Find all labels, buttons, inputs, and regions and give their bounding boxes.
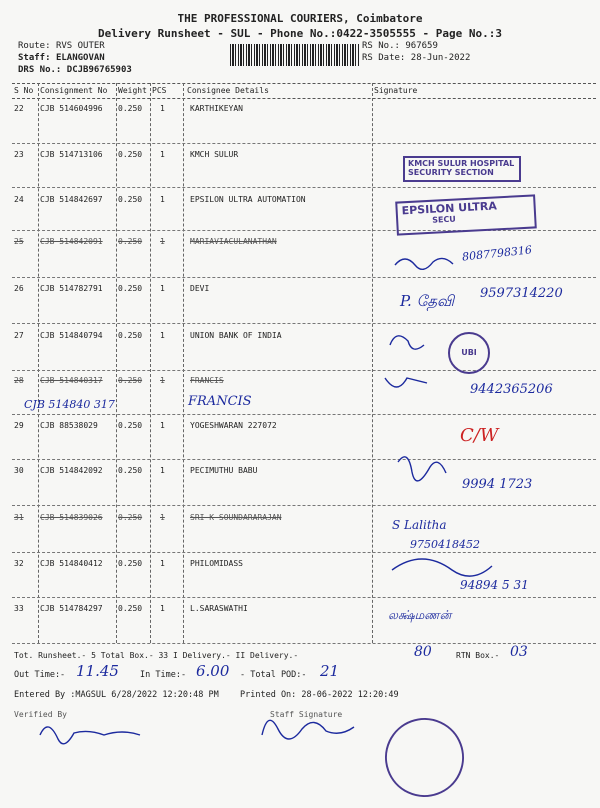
verified-by-label: Verified By bbox=[14, 710, 67, 719]
out-time-label: Out Time:- bbox=[14, 670, 66, 680]
hw-row31-phone: 9750418452 bbox=[410, 538, 480, 551]
hw-row26-phone: 9597314220 bbox=[480, 286, 563, 301]
hw-row28-consignment: CJB 514840 317 bbox=[24, 398, 115, 411]
hw-row32-phone: 94894 5 31 bbox=[460, 578, 529, 592]
runsheet-subtitle: Delivery Runsheet - SUL - Phone No.:0422-3505555 - Page No.:3 bbox=[98, 27, 502, 40]
runsheet-page: THE PROFESSIONAL COURIERS, Coimbatore Delivery Runsheet - SUL - Phone No.:0422-3505555 - Page No.:3 Route: RVS OUTER Staff: ELANGOVAN DRS No.: DCJB96765903 RS No.: 967659 RS Date: 28-Jun-2022 S No Consignment No Weight PCS Consignee Details Signature 22 CJB 514604996 0.250 1 KARTHIKEYAN 23 CJB 514713106 0.250 1 KMCH SULUR 24 CJB 514842697 0.250 1 EPSILON ULTRA AUTOMATION 25 CJB 514842091 0.250 1 MARIAVIACULANATHAN 26 CJB 514782791 0.250 1 DEVI 27 CJB 514840794 0.250 1 UNION BANK OF INDIA 28 CJB 514840317 0.250 1 FRANCIS 29 CJB 88538029 0.250 1 YOGESHWARAN 227072 30 CJB 514842092 0.250 1 PECIMUTHU BABU 31 CJB 514839026 0.250 1 SRI K SOUNDARARAJAN 32 CJB 514840412 0.250 1 PHILOMIDASS 33 CJB 514784297 0.250 1 L.SARASWATHI KMCH SULUR HOSPITAL SECURITY SECTION EPSILON ULTRA SECU UBI 8087798316 P. தேவி 9597314220 9442365206 CJB 514840 317 FRANCIS C/W 9994 1723 S Lalitha 9750418452 94894 5 31 லக்ஷ்மணன் Tot. Runsheet.- 5 Total Box.- 33 I Delivery.- II Delivery.- 80 RTN Box.- 03 Out Time:- 11.45 In Time:- 6.00 - Total POD:- 21 Entered By :MAGSUL 6/28/2022 12:20:48 PM Printed On: 28-06-2022 12:20:49 Verified By Staff Signature bbox=[0, 0, 600, 800]
rs-no-line: RS No.: 967659 bbox=[362, 41, 438, 51]
col-weight: Weight bbox=[118, 86, 147, 95]
epsilon-stamp: EPSILON ULTRA SECU bbox=[395, 194, 537, 235]
rtn-label: RTN Box.- bbox=[456, 651, 500, 660]
hw-row29-mark: C/W bbox=[460, 425, 499, 446]
col-pcs: PCS bbox=[152, 86, 167, 95]
hw-row33-tamil: லக்ஷ்மணன் bbox=[388, 608, 452, 622]
kmch-security-stamp: KMCH SULUR HOSPITAL SECURITY SECTION bbox=[403, 156, 521, 182]
hw-row31-name: S Lalitha bbox=[392, 518, 447, 532]
drs-line: DRS No.: DCJB96765903 bbox=[18, 65, 132, 75]
in-time-label: In Time:- bbox=[140, 670, 187, 680]
hw-out-time: 11.45 bbox=[76, 662, 119, 680]
entered-by: Entered By :MAGSUL 6/28/2022 12:20:48 PM bbox=[14, 690, 219, 700]
hw-delivery-count: 80 bbox=[414, 644, 432, 660]
staff-signature-label: Staff Signature bbox=[270, 710, 343, 719]
hw-row28-phone: 9442365206 bbox=[470, 382, 553, 397]
hw-row25-phone: 8087798316 bbox=[461, 243, 533, 264]
col-sno: S No bbox=[14, 86, 34, 95]
hw-rtn-count: 03 bbox=[510, 644, 528, 660]
col-consignment: Consignment No bbox=[40, 86, 108, 95]
total-pod-label: - Total POD:- bbox=[240, 670, 307, 680]
hw-row26-name: P. தேவி bbox=[400, 292, 455, 310]
hw-row28-name: FRANCIS bbox=[188, 394, 252, 409]
col-consignee: Consignee Details bbox=[187, 86, 269, 95]
route-line: Route: RVS OUTER bbox=[18, 41, 105, 51]
union-bank-stamp: UBI bbox=[448, 332, 490, 374]
rs-date-line: RS Date: 28-Jun-2022 bbox=[362, 53, 471, 63]
staff-line: Staff: ELANGOVAN bbox=[18, 53, 105, 63]
printed-on: Printed On: 28-06-2022 12:20:49 bbox=[240, 690, 399, 700]
hw-in-time: 6.00 bbox=[196, 662, 230, 680]
hw-row30-phone: 9994 1723 bbox=[462, 477, 533, 492]
col-signature: Signature bbox=[374, 86, 418, 95]
hw-total-pod: 21 bbox=[320, 662, 340, 680]
company-title: THE PROFESSIONAL COURIERS, Coimbatore bbox=[177, 12, 423, 25]
totals-line: Tot. Runsheet.- 5 Total Box.- 33 I Delivery.- II Delivery.- bbox=[14, 651, 299, 660]
